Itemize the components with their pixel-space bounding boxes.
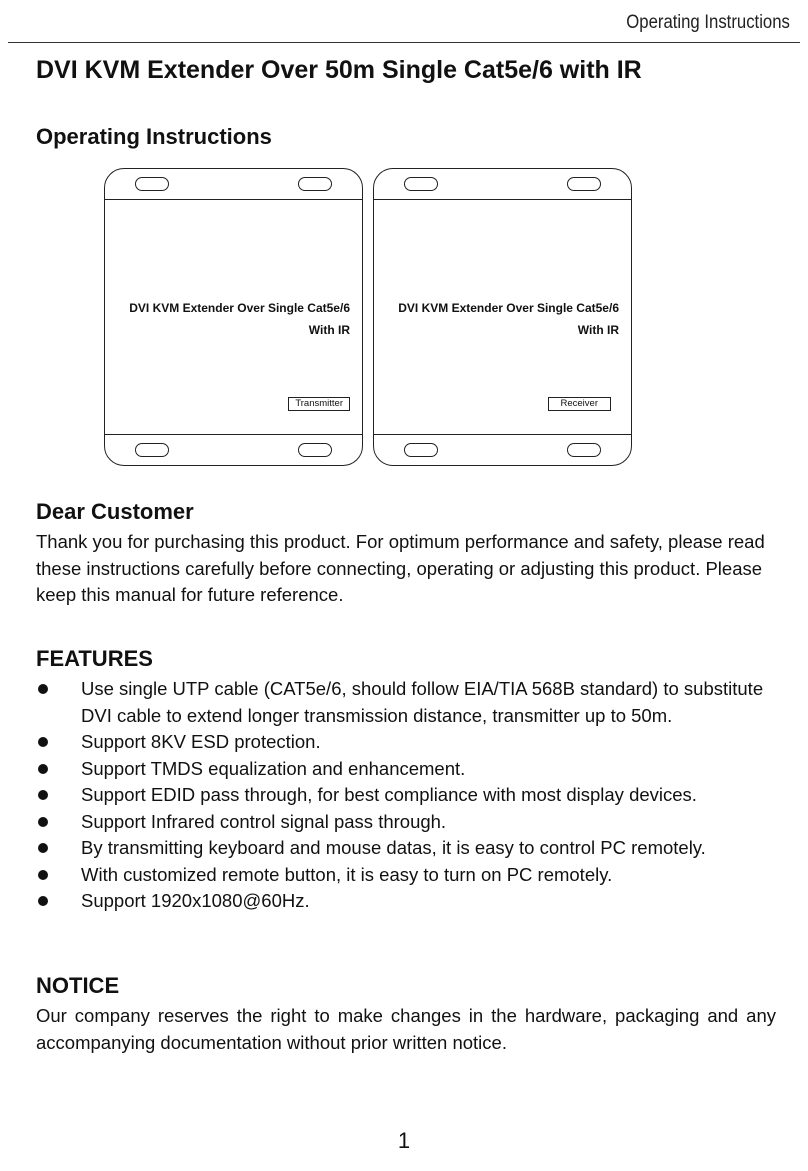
device-bottom-band <box>105 434 362 435</box>
mounting-slot <box>567 177 601 191</box>
feature-item <box>36 729 776 756</box>
operating-instructions-heading: Operating Instructions <box>36 124 272 149</box>
device-label-line2: With IR <box>577 323 619 337</box>
product-figure <box>104 168 638 468</box>
mounting-slot <box>404 177 438 191</box>
device-bottom-band <box>374 434 631 435</box>
feature-item <box>36 862 776 889</box>
receiver-role-label: Receiver <box>548 397 612 411</box>
mounting-slot <box>298 177 332 191</box>
feature-item <box>36 782 776 809</box>
bullet-icon <box>38 790 48 800</box>
feature-text: By transmitting keyboard and mouse datas, it is easy to control PC remotely. <box>81 837 706 858</box>
notice-text: Our company reserves the right to make changes in the hardware, packaging and any accompanying documentation without prior written notice. <box>36 1005 776 1053</box>
device-top-band <box>374 199 631 200</box>
feature-text: Support EDID pass through, for best compliance with most display devices. <box>81 784 697 805</box>
feature-text: Use single UTP cable (CAT5e/6, should follow EIA/TIA 568B standard) to substitute DVI cable to extend longer transmission distance, transmitter up to 50m. <box>81 678 764 726</box>
bullet-icon <box>38 843 48 853</box>
document-title: DVI KVM Extender Over 50m Single Cat5e/6 with IR <box>36 56 642 84</box>
mounting-slot <box>298 443 332 457</box>
device-label-line1: DVI KVM Extender Over Single Cat5e/6 <box>129 301 350 315</box>
dear-customer-text: Thank you for purchasing this product. For optimum performance and safety, please read these instructions carefully before connecting, operating or adjusting this product. Please keep this manual for future reference. <box>36 531 765 605</box>
transmitter-device <box>104 168 363 466</box>
dear-customer-heading: Dear Customer <box>36 499 194 524</box>
device-label-line1: DVI KVM Extender Over Single Cat5e/6 <box>398 301 619 315</box>
bullet-icon <box>38 870 48 880</box>
bullet-icon <box>38 896 48 906</box>
features-heading: FEATURES <box>36 646 153 671</box>
header-rule <box>8 42 800 43</box>
feature-text: Support Infrared control signal pass through. <box>81 810 447 832</box>
features-list <box>36 676 776 915</box>
feature-text: Support 8KV ESD protection. <box>81 731 321 752</box>
mounting-slot <box>135 177 169 191</box>
feature-item <box>36 676 776 729</box>
feature-text: Support 1920x1080@60Hz. <box>81 890 310 911</box>
receiver-device <box>373 168 632 466</box>
mounting-slot <box>567 443 601 457</box>
bullet-icon <box>38 817 48 827</box>
feature-text: With customized remote button, it is easy to turn on PC remotely. <box>81 863 613 885</box>
running-header: Operating Instructions <box>626 12 790 33</box>
bullet-icon <box>38 737 48 747</box>
feature-item <box>36 888 776 915</box>
bullet-icon <box>38 684 48 694</box>
device-top-band <box>105 199 362 200</box>
feature-text: Support TMDS equalization and enhancement. <box>81 757 466 779</box>
bullet-icon <box>38 764 48 774</box>
mounting-slot <box>135 443 169 457</box>
page-number: 1 <box>397 1128 411 1153</box>
transmitter-role-label: Transmitter <box>288 397 350 411</box>
feature-item <box>36 809 776 836</box>
mounting-slot <box>404 443 438 457</box>
feature-item <box>36 756 776 783</box>
notice-heading: NOTICE <box>36 973 120 998</box>
device-label-line2: With IR <box>308 323 350 337</box>
feature-item <box>36 835 776 862</box>
